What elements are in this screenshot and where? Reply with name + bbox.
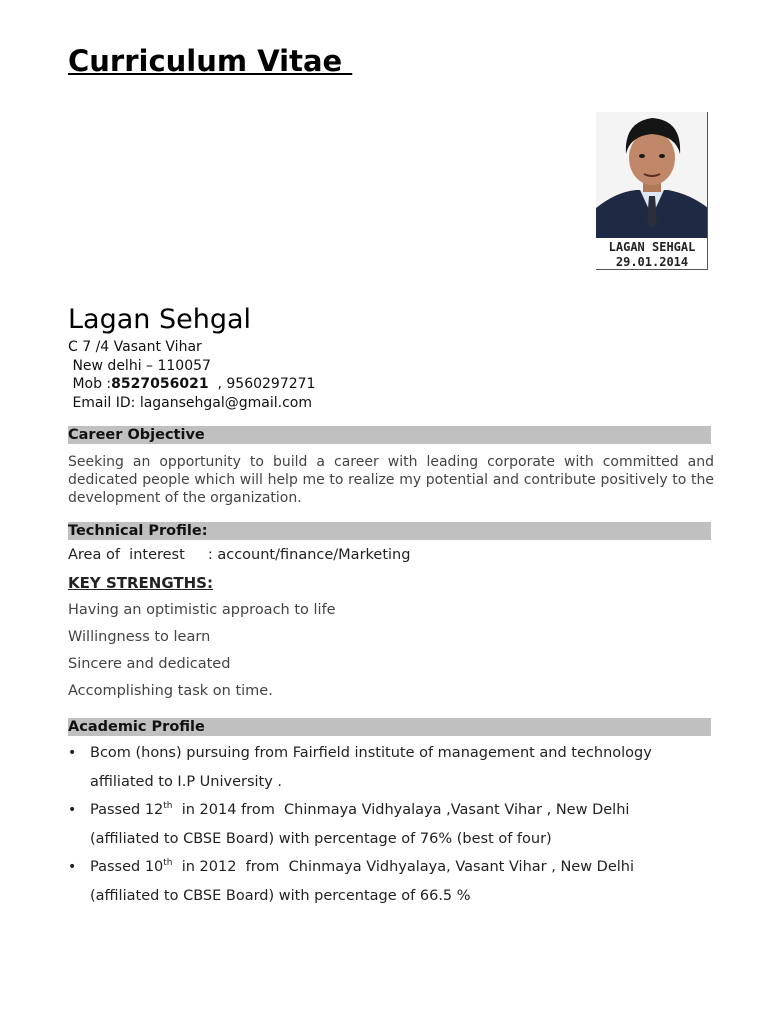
photo-caption-name: LAGAN SEHGAL	[608, 240, 696, 254]
academic-item	[68, 796, 718, 853]
academic-profile-heading: Academic Profile	[68, 718, 711, 736]
technical-profile-heading: Technical Profile:	[68, 522, 711, 540]
academic-item-line: Bcom (hons) pursuing from Fairfield institute of management and technology	[90, 745, 652, 761]
address-line-2: New delhi – 110057	[68, 357, 211, 374]
bullet-icon: •	[68, 802, 77, 818]
address-line-1: C 7 /4 Vasant Vihar	[68, 339, 202, 355]
academic-text: in 2012 from Chinmaya Vidhyalaya, Vasant Vihar , New Delhi	[172, 859, 635, 875]
superscript: th	[163, 801, 173, 812]
email-line: Email ID: lagansehgal@gmail.com	[68, 394, 312, 411]
academic-item	[68, 853, 718, 910]
bullet-icon: •	[68, 859, 77, 875]
bullet-icon: •	[68, 745, 77, 761]
strength-item: Willingness to learn	[68, 629, 211, 645]
mobile-secondary: , 9560297271	[208, 376, 316, 392]
profile-photo	[596, 112, 708, 270]
academic-item-line	[90, 853, 718, 882]
academic-item-line: (affiliated to CBSE Board) with percentage of 66.5 %	[90, 887, 471, 904]
career-objective-text: Seeking an opportunity to build a career with leading corporate with committed and dedicated people which will help me to realize my potential and contribute positively to the development of the organization.	[68, 454, 714, 506]
strength-item: Accomplishing task on time.	[68, 683, 273, 699]
academic-item-line	[90, 796, 718, 825]
mobile-line	[68, 375, 315, 394]
contact-block	[68, 338, 315, 412]
academic-text: Passed 12	[90, 802, 164, 818]
career-objective-heading: Career Objective	[68, 426, 711, 444]
academic-text: Passed 10	[90, 859, 164, 875]
academic-list	[68, 739, 718, 910]
photo-caption-date: 29.01.2014	[615, 255, 689, 269]
academic-item-line: (affiliated to CBSE Board) with percentage of 76% (best of four)	[90, 830, 552, 847]
strength-item: Having an optimistic approach to life	[68, 602, 336, 618]
superscript: th	[163, 858, 173, 869]
mobile-label: Mob :	[68, 376, 112, 392]
academic-item	[68, 739, 718, 796]
key-strengths-heading: KEY STRENGTHS:	[68, 574, 213, 592]
academic-item-line: affiliated to I.P University .	[90, 773, 283, 790]
area-of-interest: Area of interest : account/finance/Marketing	[68, 547, 411, 563]
document-title: Curriculum Vitae	[68, 44, 353, 78]
strength-item: Sincere and dedicated	[68, 656, 231, 672]
person-name: Lagan Sehgal	[68, 304, 252, 335]
academic-text: in 2014 from Chinmaya Vidhyalaya ,Vasant Vihar , New Delhi	[172, 802, 630, 818]
mobile-primary: 8527056021	[111, 376, 209, 392]
